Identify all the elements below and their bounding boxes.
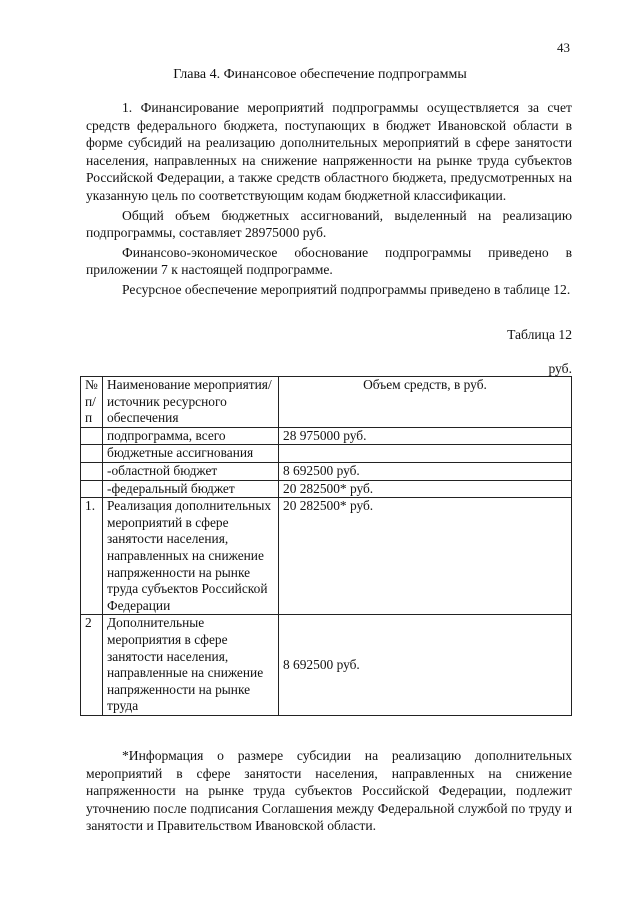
footnote-text: *Информация о размере субсидии на реализацию дополнительных мероприятий в сфере занятости населения, направленных на снижение напряженности на рынке труда субъектов Российской Федерации, подлежит уточнению после подписания Соглашения между Федеральной службой по труду и занятости и Правительством Ивановской области. xyxy=(86,748,572,834)
row-name: -федеральный бюджет xyxy=(103,480,279,498)
budget-table xyxy=(80,376,572,716)
chapter-title: Глава 4. Финансовое обеспечение подпрограммы xyxy=(173,67,467,82)
header-amount: Объем средств, в руб. xyxy=(279,377,572,428)
row-amount: 28 975000 руб. xyxy=(279,427,572,445)
row-amount: 8 692500 руб. xyxy=(279,615,572,716)
paragraph-financing: 1. Финансирование мероприятий подпрограммы осуществляется за счет средств федерального бюджета, поступающих в бюджет Ивановской области в форме субсидий на реализацию дополнительных мероприятий в сфере занятости населения, направленных на снижение напряженности на рынке труда субъектов Российской Федерации, а также средств областного бюджета, предусмотренных на указанную цель по соответствующим кодам бюджетной классификации. xyxy=(86,100,572,203)
table-row xyxy=(81,427,572,445)
body-text xyxy=(86,99,572,299)
table-units: руб. xyxy=(548,361,572,376)
row-amount: 20 282500* руб. xyxy=(279,498,572,615)
row-amount xyxy=(279,445,572,463)
row-number: 2 xyxy=(81,615,103,716)
table-row xyxy=(81,445,572,463)
paragraph-resource-provision: Ресурсное обеспечение мероприятий подпрограммы приведено в таблице 12. xyxy=(122,281,571,297)
row-amount: 20 282500* руб. xyxy=(279,480,572,498)
row-number xyxy=(81,445,103,463)
row-name: Дополнительные мероприятия в сфере занятости населения, направленные на снижение напряженности на рынке труда xyxy=(103,615,279,716)
row-name: подпрограмма, всего xyxy=(103,427,279,445)
table-header-row xyxy=(81,377,572,428)
table-caption: Таблица 12 xyxy=(507,327,572,342)
row-number xyxy=(81,427,103,445)
row-amount: 8 692500 руб. xyxy=(279,462,572,480)
table-row xyxy=(81,615,572,716)
footnote xyxy=(86,747,572,835)
page-number: 43 xyxy=(557,40,570,55)
row-name: -областной бюджет xyxy=(103,462,279,480)
row-number: 1. xyxy=(81,498,103,615)
row-number xyxy=(81,480,103,498)
table-row xyxy=(81,462,572,480)
table-row xyxy=(81,498,572,615)
header-number: № п/п xyxy=(81,377,103,428)
row-number xyxy=(81,462,103,480)
paragraph-total-volume: Общий объем бюджетных ассигнований, выделенный на реализацию подпрограммы, составляет 28975000 руб. xyxy=(86,207,572,241)
row-name: бюджетные ассигнования xyxy=(103,445,279,463)
row-name: Реализация дополнительных мероприятий в сфере занятости населения, направленных на снижение напряженности на рынке труда субъектов Российской Федерации xyxy=(103,498,279,615)
paragraph-justification: Финансово-экономическое обоснование подпрограммы приведено в приложении 7 к настоящей подпрограмме. xyxy=(86,244,572,278)
header-name: Наименование мероприятия/ источник ресурсного обеспечения xyxy=(103,377,279,428)
table-row xyxy=(81,480,572,498)
